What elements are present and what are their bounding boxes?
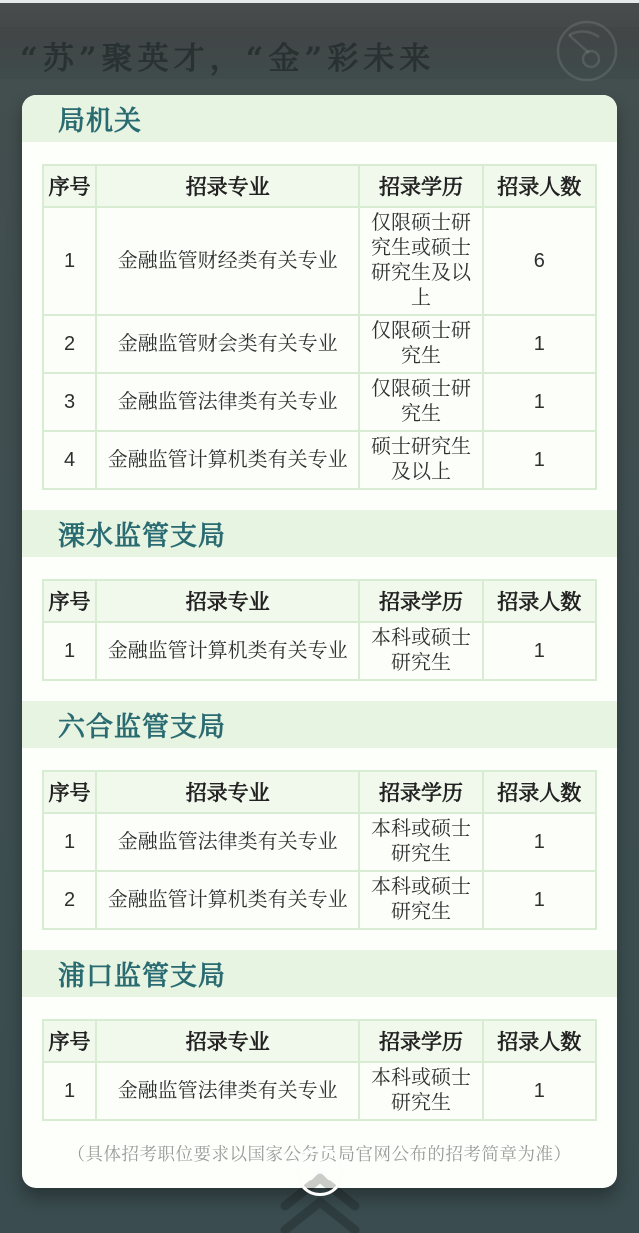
col-header-major: 招录专业 — [96, 771, 359, 813]
cell-major: 金融监管财会类有关专业 — [96, 315, 359, 373]
col-header-count: 招录人数 — [483, 580, 596, 622]
cell-degree: 本科或硕士研究生 — [359, 813, 482, 871]
cell-count: 1 — [483, 622, 596, 680]
table-row — [43, 431, 596, 489]
cell-count: 1 — [483, 315, 596, 373]
close-button[interactable] — [296, 1148, 344, 1196]
col-header-degree: 招录学历 — [359, 771, 482, 813]
col-header-index: 序号 — [43, 165, 96, 207]
table-row — [43, 315, 596, 373]
table-wrap — [22, 770, 617, 930]
recruitment-table-bureau-office — [42, 164, 597, 490]
table-row — [43, 871, 596, 929]
section-title: 溧水监管支局 — [58, 521, 226, 551]
cell-count: 1 — [483, 871, 596, 929]
cell-count: 1 — [483, 431, 596, 489]
table-header-row — [43, 580, 596, 622]
table-header-row — [43, 1020, 596, 1062]
cell-index: 1 — [43, 622, 96, 680]
cell-major: 金融监管法律类有关专业 — [96, 813, 359, 871]
cell-degree: 仅限硕士研究生 — [359, 315, 482, 373]
cell-major: 金融监管计算机类有关专业 — [96, 622, 359, 680]
col-header-major: 招录专业 — [96, 1020, 359, 1062]
cell-major: 金融监管法律类有关专业 — [96, 1062, 359, 1120]
table-header-row — [43, 771, 596, 813]
cell-index: 1 — [43, 207, 96, 315]
section-band-luhe — [22, 701, 617, 748]
table-wrap — [22, 1019, 617, 1121]
section-band-bureau-office — [22, 95, 617, 142]
section-band-pukou — [22, 950, 617, 997]
col-header-major: 招录专业 — [96, 580, 359, 622]
table-wrap — [22, 164, 617, 490]
section-title: 局机关 — [58, 106, 142, 136]
cell-index: 4 — [43, 431, 96, 489]
col-header-count: 招录人数 — [483, 771, 596, 813]
cell-degree: 仅限硕士研究生或硕士研究生及以上 — [359, 207, 482, 315]
banner-slogan: “苏”聚英才，“金”彩未来 — [20, 41, 436, 77]
close-icon — [307, 1157, 333, 1188]
table-row — [43, 622, 596, 680]
cell-index: 1 — [43, 813, 96, 871]
table-wrap — [22, 579, 617, 681]
cell-degree: 仅限硕士研究生 — [359, 373, 482, 431]
section-band-lishui — [22, 510, 617, 557]
cell-degree: 本科或硕士研究生 — [359, 871, 482, 929]
cell-major: 金融监管财经类有关专业 — [96, 207, 359, 315]
col-header-index: 序号 — [43, 771, 96, 813]
col-header-degree: 招录学历 — [359, 1020, 482, 1062]
recruitment-table-luhe — [42, 770, 597, 930]
col-header-count: 招录人数 — [483, 1020, 596, 1062]
cell-degree: 本科或硕士研究生 — [359, 622, 482, 680]
table-row — [43, 813, 596, 871]
close-area — [0, 1140, 639, 1233]
col-header-degree: 招录学历 — [359, 580, 482, 622]
cell-index: 2 — [43, 315, 96, 373]
brand-logo-icon — [555, 19, 619, 83]
cell-index: 1 — [43, 1062, 96, 1120]
cell-index: 2 — [43, 871, 96, 929]
cell-count: 1 — [483, 1062, 596, 1120]
col-header-major: 招录专业 — [96, 165, 359, 207]
col-header-degree: 招录学历 — [359, 165, 482, 207]
col-header-index: 序号 — [43, 580, 96, 622]
cell-major: 金融监管计算机类有关专业 — [96, 431, 359, 489]
col-header-index: 序号 — [43, 1020, 96, 1062]
recruitment-table-pukou — [42, 1019, 597, 1121]
col-header-count: 招录人数 — [483, 165, 596, 207]
table-row — [43, 1062, 596, 1120]
section-title: 六合监管支局 — [58, 712, 226, 742]
section-title: 浦口监管支局 — [58, 961, 226, 991]
cell-degree: 硕士研究生及以上 — [359, 431, 482, 489]
cell-major: 金融监管法律类有关专业 — [96, 373, 359, 431]
table-header-row — [43, 165, 596, 207]
disclaimer-note: （具体招考职位要求以国家公务员局官网公布的招考简章为准） — [67, 1144, 572, 1164]
cell-count: 1 — [483, 373, 596, 431]
table-row — [43, 373, 596, 431]
cell-major: 金融监管计算机类有关专业 — [96, 871, 359, 929]
recruitment-table-lishui — [42, 579, 597, 681]
cell-count: 6 — [483, 207, 596, 315]
banner — [0, 3, 639, 88]
recruitment-card — [22, 95, 617, 1188]
table-row — [43, 207, 596, 315]
cell-index: 3 — [43, 373, 96, 431]
cell-count: 1 — [483, 813, 596, 871]
cell-degree: 本科或硕士研究生 — [359, 1062, 482, 1120]
